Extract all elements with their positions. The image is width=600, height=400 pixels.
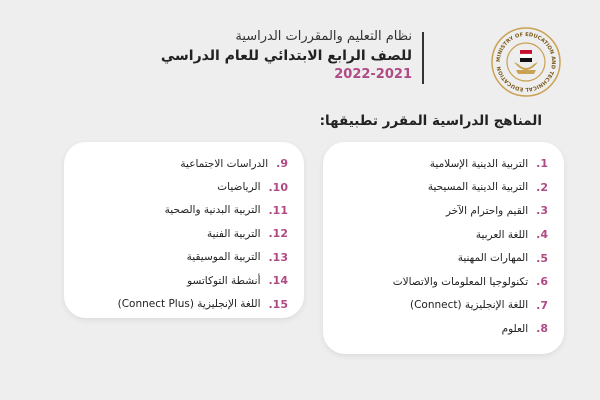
list-item — [72, 292, 288, 315]
item-number: .1 — [536, 157, 548, 171]
header-divider — [422, 32, 424, 84]
item-number: .4 — [536, 228, 548, 242]
logo-ring-text: MINISTRY OF EDUCATION AND TECHNICAL EDUCATION — [495, 31, 557, 93]
item-label: التربية الدينية الإسلامية — [429, 157, 529, 170]
list-item — [331, 199, 548, 223]
item-number: .3 — [536, 204, 548, 218]
item-label: التربية الموسيقية — [186, 251, 261, 264]
item-number: .10 — [268, 180, 288, 194]
list-item — [72, 175, 288, 198]
item-label: الدراسات الاجتماعية — [180, 157, 269, 170]
header-line-2: للصف الرابع الابتدائي للعام الدراسي — [160, 48, 412, 64]
item-label: التربية البدنية والصحية — [164, 204, 261, 217]
item-number: .15 — [268, 297, 288, 311]
list-item — [72, 269, 288, 292]
item-number: .5 — [536, 251, 548, 265]
item-number: .8 — [536, 322, 548, 336]
item-number: .14 — [268, 274, 288, 288]
list-item — [331, 176, 548, 200]
subjects-card-right — [323, 142, 564, 354]
item-number: .11 — [268, 203, 288, 217]
item-label: اللغة الإنجليزية (Connect) — [409, 299, 529, 312]
list-item — [72, 222, 288, 245]
item-label: التربية الدينية المسيحية — [427, 181, 529, 194]
ministry-logo — [490, 26, 562, 98]
header-year: 2022-2021 — [334, 67, 412, 82]
list-item — [331, 246, 548, 270]
list-item — [331, 223, 548, 247]
item-label: الرياضيات — [217, 181, 261, 194]
list-item — [72, 199, 288, 222]
item-number: .7 — [536, 298, 548, 312]
header — [42, 28, 562, 93]
item-label: التربية الفنية — [206, 227, 261, 240]
item-number: .2 — [536, 180, 548, 194]
list-item — [331, 270, 548, 294]
item-label: تكنولوجيا المعلومات والاتصالات — [392, 275, 529, 288]
item-number: .12 — [268, 227, 288, 241]
subjects-card-left — [64, 142, 304, 318]
item-number: .13 — [268, 250, 288, 264]
subjects-list-right — [331, 152, 548, 341]
list-item — [331, 152, 548, 176]
svg-text:MINISTRY OF EDUCATION AND TECH — [496, 32, 556, 92]
subjects-list-left — [72, 152, 288, 316]
section-title: المناهج الدراسية المقرر تطبيقها: — [319, 113, 542, 129]
item-number: .6 — [536, 275, 548, 289]
item-label: أنشطة التوكاتسو — [187, 274, 261, 287]
item-number: .9 — [276, 157, 288, 171]
header-titles — [82, 28, 412, 84]
item-label: القيم واحترام الآخر — [445, 204, 529, 217]
item-label: المهارات المهنية — [457, 252, 529, 265]
list-item — [331, 317, 548, 341]
list-item — [72, 152, 288, 175]
item-label: اللغة الإنجليزية (Connect Plus) — [117, 298, 261, 311]
list-item — [72, 246, 288, 269]
item-label: العلوم — [501, 322, 529, 335]
item-label: اللغة العربية — [475, 228, 529, 241]
list-item — [331, 294, 548, 318]
header-line-1: نظام التعليم والمقررات الدراسية — [235, 29, 412, 44]
